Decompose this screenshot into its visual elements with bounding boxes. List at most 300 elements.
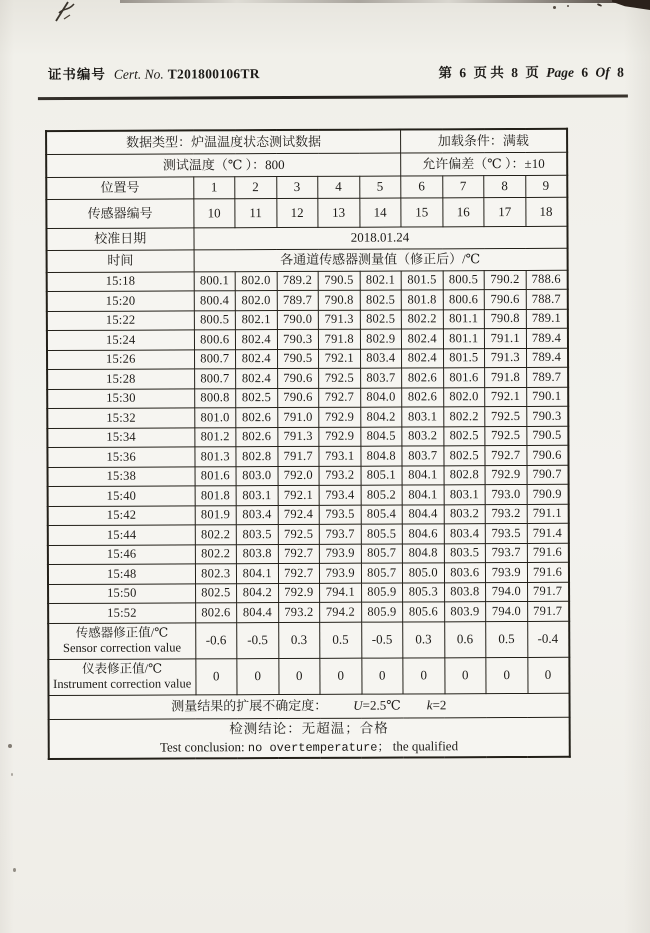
sensor-correction-value: 0.6: [444, 621, 486, 657]
u-rest: =2.5℃: [362, 697, 401, 713]
reading-value-cell: 793.5: [485, 523, 527, 543]
position-number-cell: 4: [318, 176, 360, 198]
reading-value-cell: 791.7: [277, 446, 319, 466]
reading-row: [47, 309, 568, 331]
instrument-correction-row: [48, 657, 569, 695]
reading-value-cell: 794.0: [486, 582, 528, 602]
reading-time-cell: 15:22: [47, 310, 194, 330]
reading-value-cell: 803.1: [444, 485, 486, 505]
reading-value-cell: 788.6: [526, 270, 568, 290]
instrument-correction-label-en: Instrument correction value: [53, 676, 192, 692]
reading-value-cell: 802.8: [236, 447, 278, 467]
reading-value-cell: 790.9: [527, 484, 569, 504]
position-row: [46, 175, 567, 199]
page-word: 页: [525, 64, 539, 80]
reading-row: [47, 289, 568, 311]
uncertainty-k-value: [427, 698, 447, 714]
header-divider: [38, 95, 628, 101]
reading-value-cell: 804.4: [402, 504, 444, 524]
reading-value-cell: 793.7: [319, 524, 361, 544]
reading-value-cell: 792.4: [278, 505, 320, 525]
scan-artifact-top-line: [120, 0, 650, 3]
reading-row: [47, 445, 568, 467]
reading-value-cell: 800.7: [194, 369, 236, 389]
conclusion-en: [50, 738, 569, 758]
reading-time-cell: 15:24: [47, 330, 194, 350]
reading-value-cell: 804.6: [402, 524, 444, 544]
reading-value-cell: 791.3: [318, 310, 360, 330]
sensor-correction-value: 0.3: [278, 622, 320, 658]
document-header: [48, 61, 626, 84]
sensor-number-cell: 18: [525, 197, 567, 226]
reading-value-cell: 791.6: [527, 562, 569, 582]
test-data-table: [45, 128, 570, 760]
reading-value-cell: 802.2: [401, 309, 443, 329]
reading-row: [47, 426, 568, 448]
reading-value-cell: 794.1: [320, 583, 362, 603]
reading-value-cell: 792.7: [485, 445, 527, 465]
reading-value-cell: 791.1: [527, 504, 569, 524]
uncertainty-label: 测量结果的扩展不确定度：: [171, 698, 328, 714]
reading-time-cell: 15:46: [48, 544, 195, 564]
cert-number: T201800106TR: [167, 66, 260, 82]
reading-value-cell: 803.6: [444, 563, 486, 583]
instrument-correction-label-cell: [48, 658, 195, 695]
conclusion-row: [49, 717, 570, 759]
reading-value-cell: 791.1: [484, 328, 526, 348]
reading-value-cell: 804.2: [237, 583, 279, 603]
reading-value-cell: 793.5: [319, 505, 361, 525]
sensor-correction-value: -0.4: [527, 621, 569, 657]
scan-edge-shade-left: [0, 0, 14, 933]
calibration-date-cell: 2018.01.24: [193, 226, 567, 250]
reading-value-cell: 788.7: [526, 289, 568, 309]
reading-value-cell: 800.7: [194, 349, 236, 369]
sensor-number-cell: 12: [276, 198, 318, 227]
sensor-correction-label-cn: 传感器修正值/℃: [75, 625, 169, 640]
reading-value-cell: 791.6: [527, 543, 569, 563]
conclusion-en-prefix: Test conclusion:: [159, 738, 245, 755]
reading-value-cell: 792.9: [278, 583, 320, 603]
reading-value-cell: 802.9: [360, 329, 402, 349]
reading-value-cell: 792.9: [319, 427, 361, 447]
reading-value-cell: 801.8: [401, 290, 443, 310]
reading-value-cell: 792.0: [278, 466, 320, 486]
reading-value-cell: 802.4: [236, 349, 278, 369]
reading-value-cell: 789.2: [277, 271, 319, 291]
reading-time-cell: 15:20: [47, 291, 194, 311]
reading-value-cell: 790.8: [318, 290, 360, 310]
instrument-correction-value: 0: [527, 657, 569, 693]
calibration-label-cell: 校准日期: [46, 227, 193, 250]
sensor-number-cell: 13: [318, 198, 360, 227]
reading-value-cell: 791.3: [485, 348, 527, 368]
certificate-number-line: [48, 62, 260, 83]
reading-time-cell: 15:26: [47, 349, 194, 369]
sensor-correction-label-en: Sensor correction value: [63, 640, 182, 656]
reading-value-cell: 789.7: [277, 290, 319, 310]
sensor-number-row: [46, 197, 567, 228]
sensor-correction-value: 0.5: [320, 622, 362, 658]
instrument-correction-value: 0: [320, 658, 362, 694]
reading-value-cell: 793.2: [278, 602, 320, 622]
reading-value-cell: 801.3: [194, 447, 236, 467]
total-pages: 8: [511, 65, 518, 81]
reading-value-cell: 803.5: [236, 525, 278, 545]
sensor-correction-label-cell: [48, 622, 195, 659]
position-label-cell: 位置号: [46, 176, 193, 199]
reading-value-cell: 801.1: [443, 309, 485, 329]
position-number-cell: 3: [276, 176, 318, 198]
sensor-number-cell: 16: [442, 197, 484, 226]
instrument-correction-value: 0: [195, 658, 237, 694]
sensor-correction-value: 0.5: [486, 621, 528, 657]
readings-body: [47, 270, 569, 623]
reading-value-cell: 805.4: [361, 505, 403, 525]
reading-value-cell: 790.3: [277, 329, 319, 349]
reading-value-cell: 802.1: [360, 271, 402, 291]
reading-value-cell: 792.5: [319, 368, 361, 388]
cert-label-cn: 证书编号: [47, 66, 106, 83]
reading-row: [47, 406, 568, 428]
test-temperature-cell: 测试温度（℃ ）：800: [46, 153, 401, 178]
sensor-number-cell: 15: [401, 197, 443, 226]
reading-value-cell: 790.1: [526, 387, 568, 407]
sensor-number-cell: 11: [235, 198, 277, 227]
u-symbol: U: [353, 697, 363, 713]
reading-value-cell: 802.6: [402, 387, 444, 407]
sensor-number-cell: 17: [484, 197, 526, 226]
reading-value-cell: 802.5: [443, 426, 485, 446]
reading-value-cell: 791.7: [527, 582, 569, 602]
page-number: 6: [459, 65, 467, 81]
sensor-correction-value: -0.5: [361, 622, 403, 658]
reading-value-cell: 804.0: [360, 388, 402, 408]
reading-time-cell: 15:30: [47, 388, 194, 408]
reading-value-cell: 800.4: [194, 291, 236, 311]
reading-value-cell: 791.8: [318, 329, 360, 349]
load-condition-cell: 加载条件：满载: [401, 129, 567, 153]
position-number-cell: 2: [235, 176, 277, 198]
conclusion-cell: [49, 717, 570, 759]
meta-row-2: [46, 152, 567, 177]
page-word: 页 共: [473, 65, 504, 81]
reading-value-cell: 790.8: [484, 309, 526, 329]
reading-row: [47, 348, 568, 370]
position-number-cell: 5: [359, 176, 401, 198]
reading-value-cell: 790.5: [526, 426, 568, 446]
instrument-correction-value: 0: [403, 657, 445, 693]
reading-value-cell: 801.8: [195, 486, 237, 506]
reading-value-cell: 803.8: [236, 544, 278, 564]
reading-value-cell: 802.6: [195, 603, 237, 623]
reading-value-cell: 789.4: [526, 328, 568, 348]
reading-value-cell: 790.6: [526, 445, 568, 465]
position-number-cell: 6: [401, 175, 443, 197]
reading-value-cell: 802.4: [401, 329, 443, 349]
reading-value-cell: 790.5: [277, 349, 319, 369]
reading-value-cell: 805.2: [361, 485, 403, 505]
reading-value-cell: 802.0: [235, 291, 277, 311]
k-rest: =2: [432, 697, 447, 713]
reading-row: [48, 465, 569, 487]
reading-value-cell: 790.0: [277, 310, 319, 330]
reading-value-cell: 803.1: [402, 407, 444, 427]
reading-value-cell: 805.0: [402, 563, 444, 583]
pen-mark-icon: [50, 0, 84, 24]
reading-value-cell: 792.7: [278, 563, 320, 583]
reading-value-cell: 802.1: [235, 310, 277, 330]
reading-value-cell: 803.2: [444, 504, 486, 524]
reading-row: [47, 270, 568, 292]
reading-value-cell: 802.2: [195, 525, 237, 545]
reading-value-cell: 792.1: [278, 485, 320, 505]
reading-row: [47, 328, 568, 350]
conclusion-cn: 检测结论：无超温；合格: [229, 720, 389, 737]
instrument-correction-value: 0: [237, 658, 279, 694]
scan-speck: [8, 744, 12, 748]
reading-time-cell: 15:44: [48, 525, 195, 545]
sensor-correction-value: 0.3: [403, 621, 445, 657]
instrument-correction-value: 0: [444, 657, 486, 693]
reading-value-cell: 804.8: [360, 446, 402, 466]
reading-time-cell: 15:36: [47, 447, 194, 467]
reading-value-cell: 801.2: [194, 427, 236, 447]
scan-speck: [597, 3, 602, 7]
reading-value-cell: 801.6: [195, 466, 237, 486]
reading-value-cell: 794.2: [320, 602, 362, 622]
reading-value-cell: 804.8: [402, 543, 444, 563]
reading-value-cell: 791.3: [277, 427, 319, 447]
reading-value-cell: 804.1: [402, 465, 444, 485]
reading-value-cell: 802.4: [402, 348, 444, 368]
reading-value-cell: 801.1: [443, 329, 485, 349]
reading-row: [48, 504, 569, 526]
reading-value-cell: 793.9: [319, 563, 361, 583]
reading-time-cell: 15:38: [48, 466, 195, 486]
reading-value-cell: 792.5: [278, 524, 320, 544]
reading-time-cell: 15:52: [48, 603, 195, 623]
reading-value-cell: 803.4: [444, 524, 486, 544]
reading-value-cell: 802.6: [402, 368, 444, 388]
reading-value-cell: 793.2: [485, 504, 527, 524]
sensor-correction-value: -0.6: [195, 622, 237, 658]
reading-value-cell: 805.9: [361, 602, 403, 622]
scan-speck: [11, 773, 13, 776]
reading-value-cell: 790.2: [484, 270, 526, 290]
page-info: [436, 61, 625, 82]
reading-value-cell: 804.5: [360, 427, 402, 447]
reading-value-cell: 800.6: [443, 290, 485, 310]
reading-value-cell: 790.5: [318, 271, 360, 291]
reading-value-cell: 803.4: [236, 505, 278, 525]
reading-value-cell: 789.7: [526, 367, 568, 387]
sensor-number-cell: 10: [193, 198, 235, 227]
reading-value-cell: 802.6: [236, 408, 278, 428]
reading-row: [48, 523, 569, 545]
page-word-en: Page: [546, 64, 574, 80]
reading-value-cell: 802.5: [195, 583, 237, 603]
instrument-correction-value: 0: [361, 658, 403, 694]
reading-value-cell: 802.6: [236, 427, 278, 447]
conclusion-en-suffix: the qualified: [392, 738, 459, 754]
reading-value-cell: 805.7: [361, 563, 403, 583]
sensor-label-cell: 传感器编号: [46, 198, 193, 228]
uncertainty-u-value: [353, 698, 401, 714]
reading-value-cell: 800.5: [443, 270, 485, 290]
reading-value-cell: 792.5: [485, 426, 527, 446]
reading-value-cell: 802.4: [235, 330, 277, 350]
page-number-en: 6: [581, 64, 589, 80]
reading-row: [48, 601, 569, 623]
reading-value-cell: 805.1: [361, 466, 403, 486]
reading-value-cell: 791.4: [527, 523, 569, 543]
channel-header-cell: 各通道传感器测量值（修正后）/℃: [194, 248, 568, 272]
time-label-cell: 时间: [47, 249, 194, 272]
reading-value-cell: 804.1: [402, 485, 444, 505]
scan-speck: [553, 6, 556, 9]
position-number-cell: 1: [193, 176, 235, 198]
reading-value-cell: 800.6: [194, 330, 236, 350]
reading-value-cell: 800.5: [194, 310, 236, 330]
reading-value-cell: 802.4: [236, 369, 278, 389]
allowed-deviation-cell: 允许偏差（℃ ）：±10: [401, 152, 567, 176]
reading-value-cell: 802.3: [195, 564, 237, 584]
reading-value-cell: 805.7: [361, 544, 403, 564]
k-symbol: k: [426, 697, 433, 713]
position-number-cell: 8: [484, 175, 526, 197]
reading-value-cell: 802.2: [443, 407, 485, 427]
meta-row-1: [46, 129, 567, 154]
reading-value-cell: 792.9: [319, 407, 361, 427]
reading-value-cell: 801.9: [195, 505, 237, 525]
reading-value-cell: 803.4: [360, 349, 402, 369]
reading-value-cell: 800.8: [194, 388, 236, 408]
reading-value-cell: 802.5: [360, 290, 402, 310]
reading-value-cell: 790.7: [527, 465, 569, 485]
reading-value-cell: 789.4: [526, 348, 568, 368]
reading-value-cell: 802.8: [444, 465, 486, 485]
time-header-row: [47, 248, 568, 272]
reading-time-cell: 15:40: [48, 486, 195, 506]
reading-row: [48, 484, 569, 506]
reading-value-cell: 803.7: [402, 446, 444, 466]
reading-value-cell: 792.5: [485, 406, 527, 426]
reading-time-cell: 15:48: [48, 564, 195, 584]
sensor-number-cell: 14: [359, 198, 401, 227]
reading-value-cell: 792.9: [485, 465, 527, 485]
reading-value-cell: 790.6: [277, 368, 319, 388]
scan-speck: [13, 868, 16, 872]
reading-value-cell: 791.8: [485, 367, 527, 387]
reading-value-cell: 803.8: [444, 582, 486, 602]
reading-time-cell: 15:34: [47, 427, 194, 447]
sensor-correction-value: -0.5: [237, 622, 279, 658]
uncertainty-row: [49, 693, 570, 719]
reading-value-cell: 800.1: [194, 271, 236, 291]
cert-label-en: Cert. No.: [113, 66, 164, 82]
scan-speck: [567, 5, 569, 7]
reading-value-cell: 801.0: [194, 408, 236, 428]
reading-time-cell: 15:18: [47, 271, 194, 291]
reading-value-cell: 789.1: [526, 309, 568, 329]
reading-time-cell: 15:28: [47, 369, 194, 389]
reading-value-cell: 791.7: [527, 601, 569, 621]
reading-value-cell: 805.3: [403, 582, 445, 602]
reading-value-cell: 804.2: [360, 407, 402, 427]
data-type-cell: 数据类型：炉温温度状态测试数据: [46, 130, 401, 155]
reading-value-cell: 794.0: [486, 601, 528, 621]
reading-time-cell: 15:42: [48, 505, 195, 525]
reading-value-cell: 793.9: [319, 544, 361, 564]
of-word-en: Of: [595, 64, 610, 80]
reading-value-cell: 805.6: [403, 602, 445, 622]
position-number-cell: 9: [525, 175, 567, 197]
uncertainty-cell: [49, 693, 570, 719]
reading-value-cell: 791.0: [277, 407, 319, 427]
reading-value-cell: 803.1: [236, 486, 278, 506]
reading-value-cell: 793.7: [485, 543, 527, 563]
reading-value-cell: 792.1: [319, 349, 361, 369]
reading-value-cell: 805.9: [361, 583, 403, 603]
reading-value-cell: 803.5: [444, 543, 486, 563]
reading-value-cell: 793.9: [485, 562, 527, 582]
reading-value-cell: 802.0: [443, 387, 485, 407]
reading-row: [48, 582, 569, 604]
reading-value-cell: 803.0: [236, 466, 278, 486]
reading-value-cell: 801.5: [443, 348, 485, 368]
sensor-correction-row: [48, 621, 569, 659]
reading-time-cell: 15:32: [47, 408, 194, 428]
reading-row: [47, 367, 568, 389]
reading-value-cell: 792.7: [319, 388, 361, 408]
reading-value-cell: 802.5: [360, 310, 402, 330]
reading-value-cell: 803.2: [402, 426, 444, 446]
instrument-correction-value: 0: [486, 657, 528, 693]
scan-edge-shade-right: [624, 0, 650, 933]
reading-value-cell: 801.5: [401, 270, 443, 290]
reading-value-cell: 805.5: [361, 524, 403, 544]
reading-value-cell: 803.7: [360, 368, 402, 388]
reading-value-cell: 803.9: [444, 602, 486, 622]
reading-value-cell: 790.3: [526, 406, 568, 426]
reading-value-cell: 801.6: [443, 368, 485, 388]
conclusion-en-body: no overtemperature；: [247, 740, 390, 755]
reading-value-cell: 790.6: [484, 289, 526, 309]
reading-row: [48, 543, 569, 565]
reading-value-cell: 792.1: [485, 387, 527, 407]
reading-value-cell: 802.0: [235, 271, 277, 291]
instrument-correction-value: 0: [278, 658, 320, 694]
reading-value-cell: 804.4: [237, 603, 279, 623]
reading-row: [48, 562, 569, 584]
reading-value-cell: 802.5: [443, 446, 485, 466]
reading-value-cell: 802.5: [236, 388, 278, 408]
reading-time-cell: 15:50: [48, 583, 195, 603]
reading-value-cell: 793.4: [319, 485, 361, 505]
reading-value-cell: 793.1: [319, 446, 361, 466]
page-word: 第: [438, 65, 452, 81]
calibration-row: [46, 226, 567, 250]
position-number-cell: 7: [442, 175, 484, 197]
reading-value-cell: 793.2: [319, 466, 361, 486]
reading-row: [47, 387, 568, 409]
instrument-correction-label-cn: 仪表修正值/℃: [82, 661, 163, 676]
reading-value-cell: 804.1: [236, 564, 278, 584]
reading-value-cell: 793.0: [485, 484, 527, 504]
reading-value-cell: 792.7: [278, 544, 320, 564]
total-pages-en: 8: [617, 64, 624, 80]
